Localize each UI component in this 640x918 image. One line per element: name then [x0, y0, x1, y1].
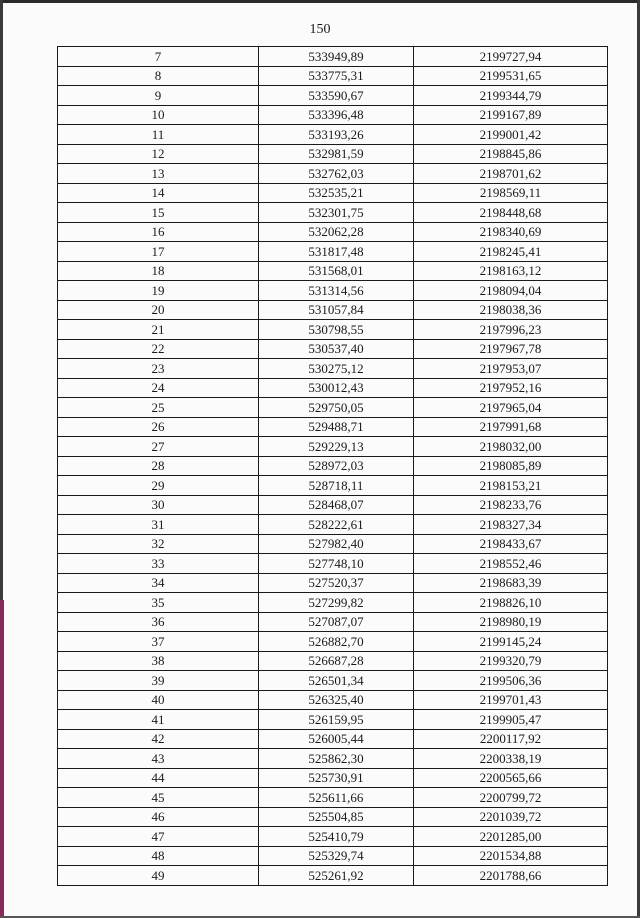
y-coordinate-cell: 2200117,92	[414, 729, 608, 749]
y-coordinate-cell: 2199320,79	[414, 651, 608, 671]
y-coordinate-cell: 2197965,04	[414, 398, 608, 418]
x-coordinate-cell: 529488,71	[259, 417, 414, 437]
table-row	[58, 866, 608, 886]
table-row	[58, 300, 608, 320]
y-coordinate-cell: 2198826,10	[414, 593, 608, 613]
y-coordinate-cell: 2199905,47	[414, 710, 608, 730]
x-coordinate-cell: 525329,74	[259, 846, 414, 866]
x-coordinate-cell: 531568,01	[259, 261, 414, 281]
table-row	[58, 710, 608, 730]
x-coordinate-cell: 529229,13	[259, 437, 414, 457]
point-number-cell: 7	[58, 47, 259, 67]
y-coordinate-cell: 2198340,69	[414, 222, 608, 242]
y-coordinate-cell: 2198032,00	[414, 437, 608, 457]
x-coordinate-cell: 533193,26	[259, 125, 414, 145]
point-number-cell: 19	[58, 281, 259, 301]
scan-bleed-mark	[0, 600, 4, 916]
point-number-cell: 8	[58, 66, 259, 86]
x-coordinate-cell: 525504,85	[259, 807, 414, 827]
table-row	[58, 359, 608, 379]
y-coordinate-cell: 2198038,36	[414, 300, 608, 320]
x-coordinate-cell: 526882,70	[259, 632, 414, 652]
point-number-cell: 40	[58, 690, 259, 710]
table-row	[58, 320, 608, 340]
table-row	[58, 398, 608, 418]
point-number-cell: 26	[58, 417, 259, 437]
table-row	[58, 437, 608, 457]
y-coordinate-cell: 2200565,66	[414, 768, 608, 788]
x-coordinate-cell: 530798,55	[259, 320, 414, 340]
y-coordinate-cell: 2198980,19	[414, 612, 608, 632]
point-number-cell: 25	[58, 398, 259, 418]
point-number-cell: 30	[58, 495, 259, 515]
table-row	[58, 144, 608, 164]
x-coordinate-cell: 528468,07	[259, 495, 414, 515]
point-number-cell: 38	[58, 651, 259, 671]
point-number-cell: 17	[58, 242, 259, 262]
point-number-cell: 33	[58, 554, 259, 574]
y-coordinate-cell: 2197996,23	[414, 320, 608, 340]
y-coordinate-cell: 2198683,39	[414, 573, 608, 593]
table-row	[58, 47, 608, 67]
table-row	[58, 671, 608, 691]
point-number-cell: 27	[58, 437, 259, 457]
scan-edge-top	[0, 0, 640, 3]
y-coordinate-cell: 2198085,89	[414, 456, 608, 476]
point-number-cell: 10	[58, 105, 259, 125]
x-coordinate-cell: 533775,31	[259, 66, 414, 86]
point-number-cell: 44	[58, 768, 259, 788]
table-row	[58, 534, 608, 554]
x-coordinate-cell: 525611,66	[259, 788, 414, 808]
y-coordinate-cell: 2198233,76	[414, 495, 608, 515]
point-number-cell: 29	[58, 476, 259, 496]
point-number-cell: 43	[58, 749, 259, 769]
y-coordinate-cell: 2198448,68	[414, 203, 608, 223]
table-row	[58, 105, 608, 125]
page-number: 150	[309, 22, 331, 37]
point-number-cell: 34	[58, 573, 259, 593]
table-row	[58, 495, 608, 515]
table-row	[58, 261, 608, 281]
y-coordinate-cell: 2200799,72	[414, 788, 608, 808]
table-row	[58, 164, 608, 184]
y-coordinate-cell: 2201039,72	[414, 807, 608, 827]
x-coordinate-cell: 532535,21	[259, 183, 414, 203]
y-coordinate-cell: 2198701,62	[414, 164, 608, 184]
point-number-cell: 42	[58, 729, 259, 749]
point-number-cell: 24	[58, 378, 259, 398]
x-coordinate-cell: 531314,56	[259, 281, 414, 301]
x-coordinate-cell: 528222,61	[259, 515, 414, 535]
y-coordinate-cell: 2198245,41	[414, 242, 608, 262]
x-coordinate-cell: 530275,12	[259, 359, 414, 379]
y-coordinate-cell: 2198153,21	[414, 476, 608, 496]
x-coordinate-cell: 526501,34	[259, 671, 414, 691]
x-coordinate-cell: 530012,43	[259, 378, 414, 398]
y-coordinate-cell: 2199145,24	[414, 632, 608, 652]
y-coordinate-cell: 2197967,78	[414, 339, 608, 359]
point-number-cell: 16	[58, 222, 259, 242]
point-number-cell: 41	[58, 710, 259, 730]
table-row	[58, 554, 608, 574]
table-row	[58, 593, 608, 613]
point-number-cell: 49	[58, 866, 259, 886]
y-coordinate-cell: 2198433,67	[414, 534, 608, 554]
y-coordinate-cell: 2199344,79	[414, 86, 608, 106]
point-number-cell: 37	[58, 632, 259, 652]
y-coordinate-cell: 2198327,34	[414, 515, 608, 535]
x-coordinate-cell: 528718,11	[259, 476, 414, 496]
x-coordinate-cell: 526159,95	[259, 710, 414, 730]
table-row	[58, 749, 608, 769]
table-row	[58, 183, 608, 203]
y-coordinate-cell: 2199506,36	[414, 671, 608, 691]
point-number-cell: 22	[58, 339, 259, 359]
y-coordinate-cell: 2198845,86	[414, 144, 608, 164]
x-coordinate-cell: 531817,48	[259, 242, 414, 262]
y-coordinate-cell: 2198163,12	[414, 261, 608, 281]
y-coordinate-cell: 2201534,88	[414, 846, 608, 866]
x-coordinate-cell: 529750,05	[259, 398, 414, 418]
table-row	[58, 807, 608, 827]
y-coordinate-cell: 2200338,19	[414, 749, 608, 769]
table-row	[58, 339, 608, 359]
point-number-cell: 13	[58, 164, 259, 184]
y-coordinate-cell: 2199727,94	[414, 47, 608, 67]
x-coordinate-cell: 528972,03	[259, 456, 414, 476]
x-coordinate-cell: 532981,59	[259, 144, 414, 164]
y-coordinate-cell: 2199531,65	[414, 66, 608, 86]
x-coordinate-cell: 527520,37	[259, 573, 414, 593]
table-row	[58, 125, 608, 145]
table-row	[58, 788, 608, 808]
y-coordinate-cell: 2198569,11	[414, 183, 608, 203]
point-number-cell: 23	[58, 359, 259, 379]
table-row	[58, 86, 608, 106]
point-number-cell: 35	[58, 593, 259, 613]
point-number-cell: 20	[58, 300, 259, 320]
table-row	[58, 632, 608, 652]
point-number-cell: 14	[58, 183, 259, 203]
y-coordinate-cell: 2197952,16	[414, 378, 608, 398]
table-row	[58, 242, 608, 262]
table-row	[58, 456, 608, 476]
x-coordinate-cell: 525261,92	[259, 866, 414, 886]
x-coordinate-cell: 532062,28	[259, 222, 414, 242]
x-coordinate-cell: 526005,44	[259, 729, 414, 749]
y-coordinate-cell: 2198552,46	[414, 554, 608, 574]
y-coordinate-cell: 2199701,43	[414, 690, 608, 710]
x-coordinate-cell: 526325,40	[259, 690, 414, 710]
table-row	[58, 515, 608, 535]
x-coordinate-cell: 527748,10	[259, 554, 414, 574]
x-coordinate-cell: 530537,40	[259, 339, 414, 359]
table-row	[58, 476, 608, 496]
table-row	[58, 768, 608, 788]
x-coordinate-cell: 532762,03	[259, 164, 414, 184]
coordinates-table-body	[58, 47, 608, 886]
point-number-cell: 47	[58, 827, 259, 847]
x-coordinate-cell: 525862,30	[259, 749, 414, 769]
x-coordinate-cell: 533590,67	[259, 86, 414, 106]
point-number-cell: 15	[58, 203, 259, 223]
point-number-cell: 18	[58, 261, 259, 281]
x-coordinate-cell: 525730,91	[259, 768, 414, 788]
x-coordinate-cell: 526687,28	[259, 651, 414, 671]
table-row	[58, 729, 608, 749]
table-row	[58, 66, 608, 86]
point-number-cell: 39	[58, 671, 259, 691]
point-number-cell: 31	[58, 515, 259, 535]
y-coordinate-cell: 2199167,89	[414, 105, 608, 125]
table-row	[58, 203, 608, 223]
table-row	[58, 222, 608, 242]
x-coordinate-cell: 527087,07	[259, 612, 414, 632]
point-number-cell: 28	[58, 456, 259, 476]
x-coordinate-cell: 527299,82	[259, 593, 414, 613]
table-row	[58, 378, 608, 398]
x-coordinate-cell: 532301,75	[259, 203, 414, 223]
point-number-cell: 45	[58, 788, 259, 808]
y-coordinate-cell: 2201788,66	[414, 866, 608, 886]
point-number-cell: 11	[58, 125, 259, 145]
table-row	[58, 690, 608, 710]
point-number-cell: 36	[58, 612, 259, 632]
table-row	[58, 612, 608, 632]
x-coordinate-cell: 533396,48	[259, 105, 414, 125]
point-number-cell: 46	[58, 807, 259, 827]
table-row	[58, 651, 608, 671]
point-number-cell: 12	[58, 144, 259, 164]
point-number-cell: 32	[58, 534, 259, 554]
y-coordinate-cell: 2201285,00	[414, 827, 608, 847]
table-row	[58, 846, 608, 866]
point-number-cell: 9	[58, 86, 259, 106]
table-row	[58, 827, 608, 847]
table-row	[58, 573, 608, 593]
x-coordinate-cell: 527982,40	[259, 534, 414, 554]
y-coordinate-cell: 2197953,07	[414, 359, 608, 379]
table-row	[58, 281, 608, 301]
point-number-cell: 48	[58, 846, 259, 866]
x-coordinate-cell: 533949,89	[259, 47, 414, 67]
y-coordinate-cell: 2198094,04	[414, 281, 608, 301]
table-row	[58, 417, 608, 437]
coordinates-table	[57, 46, 608, 886]
x-coordinate-cell: 525410,79	[259, 827, 414, 847]
y-coordinate-cell: 2197991,68	[414, 417, 608, 437]
y-coordinate-cell: 2199001,42	[414, 125, 608, 145]
x-coordinate-cell: 531057,84	[259, 300, 414, 320]
point-number-cell: 21	[58, 320, 259, 340]
